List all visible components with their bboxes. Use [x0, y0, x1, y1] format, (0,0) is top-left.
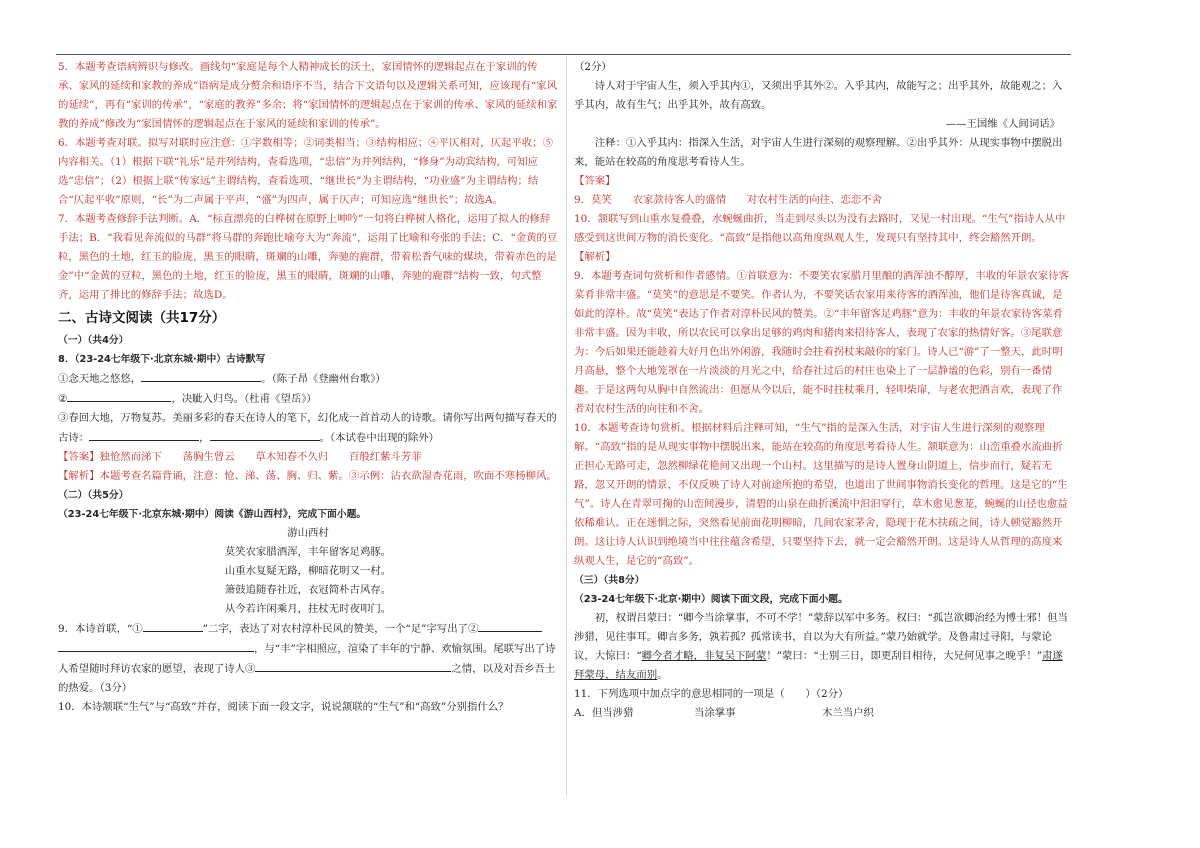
renjian-cihua-quote: 诗人对于宇宙人生，须入乎其内①，又须出乎其外②。入乎其内，故能写之；出乎其外，故能观之；入乎其内，故有生气；出乎其外，故有高致。 [574, 80, 1063, 111]
poem-line-2: 山重水复疑无路，柳暗花明又一村。 [224, 565, 392, 577]
answer-5-explanation: 5．本题考查语病辨识与修改。画线句“家庭是每个人精神成长的沃土，家国情怀的逻辑起点在于家训的传承、家风的延续和家教的养成”语病是成分赘余和语序不当，结合下文语句以及逻辑关系可知，应该现有“家风的延续”，再有“家训的传承”，“家庭的教养”多余；将“家国情怀的逻辑起点在于家训的传承、家风的延续和家教的养成”修改为“家国情怀的逻辑起点在于家风的延续和家训的传承”。 [58, 61, 558, 130]
answer-tag: 【答案】 [574, 175, 616, 187]
question-8-item-3: ③春回大地，万物复苏。美丽多彩的春天在诗人的笔下，幻化成一首首动人的诗歌。请你写出两句描写春天的古诗： ， 。（本试卷中出现的除外） [58, 412, 557, 444]
poem-line-1: 莫笑农家腊酒浑，丰年留客足鸡豚。 [224, 546, 392, 558]
question-8-item-2 [58, 389, 558, 409]
answer-6-explanation: 6．本题考查对联。拟写对联时应注意：①字数相等；②词类相当；③结构相应；④平仄相对，仄起平收；⑤内容相关。（1）根据下联“礼乐”是并列结构，查看选项，“忠信”为并列结构，“修身”为动宾结构，可知应选“忠信”；（2）根据上联“传家远”主谓结构，查看选项，“继世长”为主谓结构，“功业盛”为主谓结构；结合“仄起平收”原则，“长”为二声属于平声，“盛”为四声，属于仄声；可知应选“继世长”；故选A。 [58, 137, 553, 206]
quote-source: ——王国维《人间词话》 [945, 118, 1060, 130]
answer-10: 10．颔联写到山重水复叠叠，水蜿蜒曲折，当走到尽头以为没有去路时，又见一村出现。“生气”指诗人从中感受到这世间万物的消长变化。“高致”是指他以高角度纵观人生，发现只有坚持其中，终会豁然开朗。 [574, 213, 1066, 244]
q8-blank-2[interactable] [67, 389, 171, 402]
top-rule [56, 54, 1071, 55]
q11-option-a-3[interactable]: 木兰当户织 [822, 707, 874, 719]
q8-blank-3[interactable] [89, 428, 199, 441]
q9-blank-1[interactable] [143, 619, 203, 632]
poem-line-4: 从今若许闲乘月，拄杖无时夜叩门。 [224, 603, 392, 615]
question-10: 10．本诗颔联“生气”与“高致”并存，阅读下面一段文字，说说颔联的“生气”和“高致”分别指什么？ [58, 701, 509, 713]
question-8-analysis: 【解析】本题考查名篇背诵，注意：怆、涕、荡、胸、归、紫。③示例：沾衣欲湿杏花雨，吹面不寒杨柳风。 [58, 470, 557, 482]
question-8-answer: 【答案】独怆然而涕下 荡胸生曾云 草木知春不久归 百般红紫斗芳菲 [58, 451, 422, 463]
q9-blank-3[interactable] [255, 659, 451, 672]
passage-underlined-2: 肃遂拜蒙母，结友而别 [574, 650, 1063, 681]
analysis-10: 10．本题考查诗句赏析。根据材料后注释可知，“生气”指的是深入生活，对宇宙人生进行深刻的观察理解。“高致”指的是从现实事物中摆脱出来，能站在较高的角度思考看待人生。颔联意为：山峦重叠水流曲折正担心无路可走，忽然柳绿花艳间又出现一个山村。这里描写的是诗人置身山阴道上，信步而行，疑若无路，忽又开朗的情景，不仅反映了诗人对前途所抱的希望，也道出了世间事物消长变化的哲理。这是它的“生气”。诗人在青翠可掬的山峦间漫步，清碧的山泉在曲折溪流中汩汩穿行，草木愈见葱茏，蜿蜒的山径也愈益依稀难认。正在迷惘之际，突然看见前面花明柳暗，几间农家茅舍，隐现于花木扶疏之间，诗人顿觉豁然开朗。这让诗人认识到绝境当中往往蕴含希望，只要坚持下去，就一定会豁然开朗。这是诗人从哲理的高度来纵观人生，是它的“高致”。 [574, 422, 1068, 567]
q8-item-2-suffix: ，决眦入归鸟。（杜甫《望岳》） [171, 393, 317, 405]
answer-9: 9．莫笑 农家款待客人的盛情 对农村生活的向往、恋恋不舍 [574, 194, 882, 206]
passage-underlined-1: 卿今者才略，非复吴下阿蒙 [641, 650, 767, 662]
question-9-heading: （23-24七年级下·北京东城·期中）阅读《游山西村》，完成下面小题。 [58, 509, 367, 520]
q9-part-a: 9．本诗首联，“① [58, 623, 143, 635]
analysis-9: 9．本题考查词句赏析和作者感情。①首联意为：不要笑农家腊月里酿的酒浑浊不醇厚，丰收的年景农家待客菜肴非常丰盛。“莫笑”的意思是不要笑。作者认为，不要笑话农家用来待客的酒浑浊，他们是待客真诚，是如此的淳朴。故“莫笑”表达了作者对淳朴民风的赞美。②“丰年留客足鸡豚”意为：丰收的年景农家待客菜肴非常丰盛。因为丰收，所以农民可以拿出足够的鸡肉和猪肉来招待客人，表现了农家的热情好客。③尾联意为：今后如果还能趁着大好月色出外闲游，我随时会拄着拐杖来敲你的家门。诗人已“游”了一整天，此时明月高悬，整个大地笼罩在一片淡淡的月光之中，给春社过后的村庄也染上了一层静谧的色彩，别有一番情趣。于是这两句从胸中自然流出：但愿从今以后，能不时拄杖乘月，轻叩柴扉，与老农把酒言欢，表现了作者对农村生活的向往和不舍。 [574, 270, 1069, 415]
column-divider [566, 56, 567, 796]
q8-item-1-prefix: ①念天地之悠悠， [58, 373, 142, 385]
q8-item-3-text: ③春回大地，万物复苏。美丽多彩的春天在诗人的笔下，幻化成一首首动人的诗歌。请你写出两句描写春天的古诗： [58, 412, 557, 444]
q8-item-3-suffix: 。（本试卷中出现的除外） [319, 432, 440, 444]
right-column [574, 58, 1070, 723]
q8-blank-4[interactable] [210, 428, 320, 441]
part-1-title: （一）（共4分） [58, 335, 129, 346]
quote-note: 注释：①入乎其内：指深入生活，对宇宙人生进行深刻的观察理解。②出乎其外：从现实事物中摆脱出来，能站在较高的角度思考看待人生。 [574, 137, 1063, 168]
q9-blank-2[interactable] [478, 619, 542, 632]
q8-item-1-suffix: 。（陈子昂《登幽州台歌》） [261, 373, 386, 385]
q11-option-a-2[interactable]: 当涂掌事 [694, 707, 736, 719]
question-8-heading: 8．（23-24七年级下·北京东城·期中）古诗默写 [58, 354, 266, 365]
q8-item-2-prefix: ② [58, 393, 68, 405]
q9-part-d: 之情，以及对吾乡吾土的热爱。（3分） [58, 663, 556, 694]
passage-text-c: 。 [657, 669, 668, 681]
answer-7-explanation: 7．本题考查修辞手法判断。A．“标直漂亮的白桦树在原野上呻吟”一句将白桦树人格化，运用了拟人的修辞手法；B．“我看见奔流似的马群”将马群的奔跑比喻夸大为“奔流”，运用了比喻和夸张的手法；C．“金黄的豆粒，黑色的土地，红玉的脸庞，黑玉的眼睛，斑斓的山雕，奔驰的鹿群，带着松香气味的煤块，带着赤色的是金”中“金黄的豆粒，黑色的土地，红玉的脸庞，黑玉的眼睛，斑斓的山雕，奔驰的鹿群”结构一致，句式整齐，运用了排比的修辞手法；故选D。 [58, 213, 558, 301]
question-11-options [574, 704, 1070, 723]
section-2-title: 二、古诗文阅读（共17分） [58, 310, 226, 326]
left-column [58, 58, 558, 717]
classical-passage [574, 609, 1070, 685]
analysis-tag: 【解析】 [574, 251, 616, 263]
passage-text-a: 初，权谓吕蒙曰：“卿今当涂掌事，不可不学！”蒙辞以军中多务。权曰：“孤岂欲卿治经为博士邪！但当涉猎，见往事耳。卿言多务，孰若孤？孤常读书，自以为大有所益。”蒙乃始就学。及鲁肃过寻阳，与蒙论议，大惊曰：“ [574, 612, 1068, 662]
q8-blank-1[interactable] [141, 369, 261, 382]
q9-blank-2b[interactable] [58, 639, 254, 652]
part-2-title: （二）（共5分） [58, 490, 129, 501]
poem-line-3: 箫鼓追随春社近，衣冠简朴古风存。 [224, 584, 392, 596]
q11-option-a[interactable]: A．但当涉猎 [574, 707, 634, 719]
q9-part-c: ，与“丰”字相照应，渲染了丰年的宁静、欢愉氛围。尾联写出了诗人希望随时拜访农家的愿望，表现了诗人③ [58, 643, 556, 675]
question-8-item-1 [58, 369, 558, 389]
part-3-title: （三）（共8分） [574, 575, 645, 586]
q9-part-b: ”二字，表达了对农村淳朴民风的赞美，一个“足”字写出了② [202, 623, 479, 635]
question-9 [58, 619, 558, 698]
question-10-score: （2分） [574, 61, 612, 73]
question-11: 11．下列选项中加点字的意思相同的一项是（ ）（2分） [574, 688, 849, 700]
poem-title: 游山西村 [287, 527, 329, 539]
passage-heading: （23-24七年级下·北京·期中）阅读下面文段，完成下面小题。 [574, 594, 848, 605]
passage-text-b: ！”蒙曰：“士别三日，即更刮目相待，大兄何见事之晚乎！” [766, 650, 1043, 662]
